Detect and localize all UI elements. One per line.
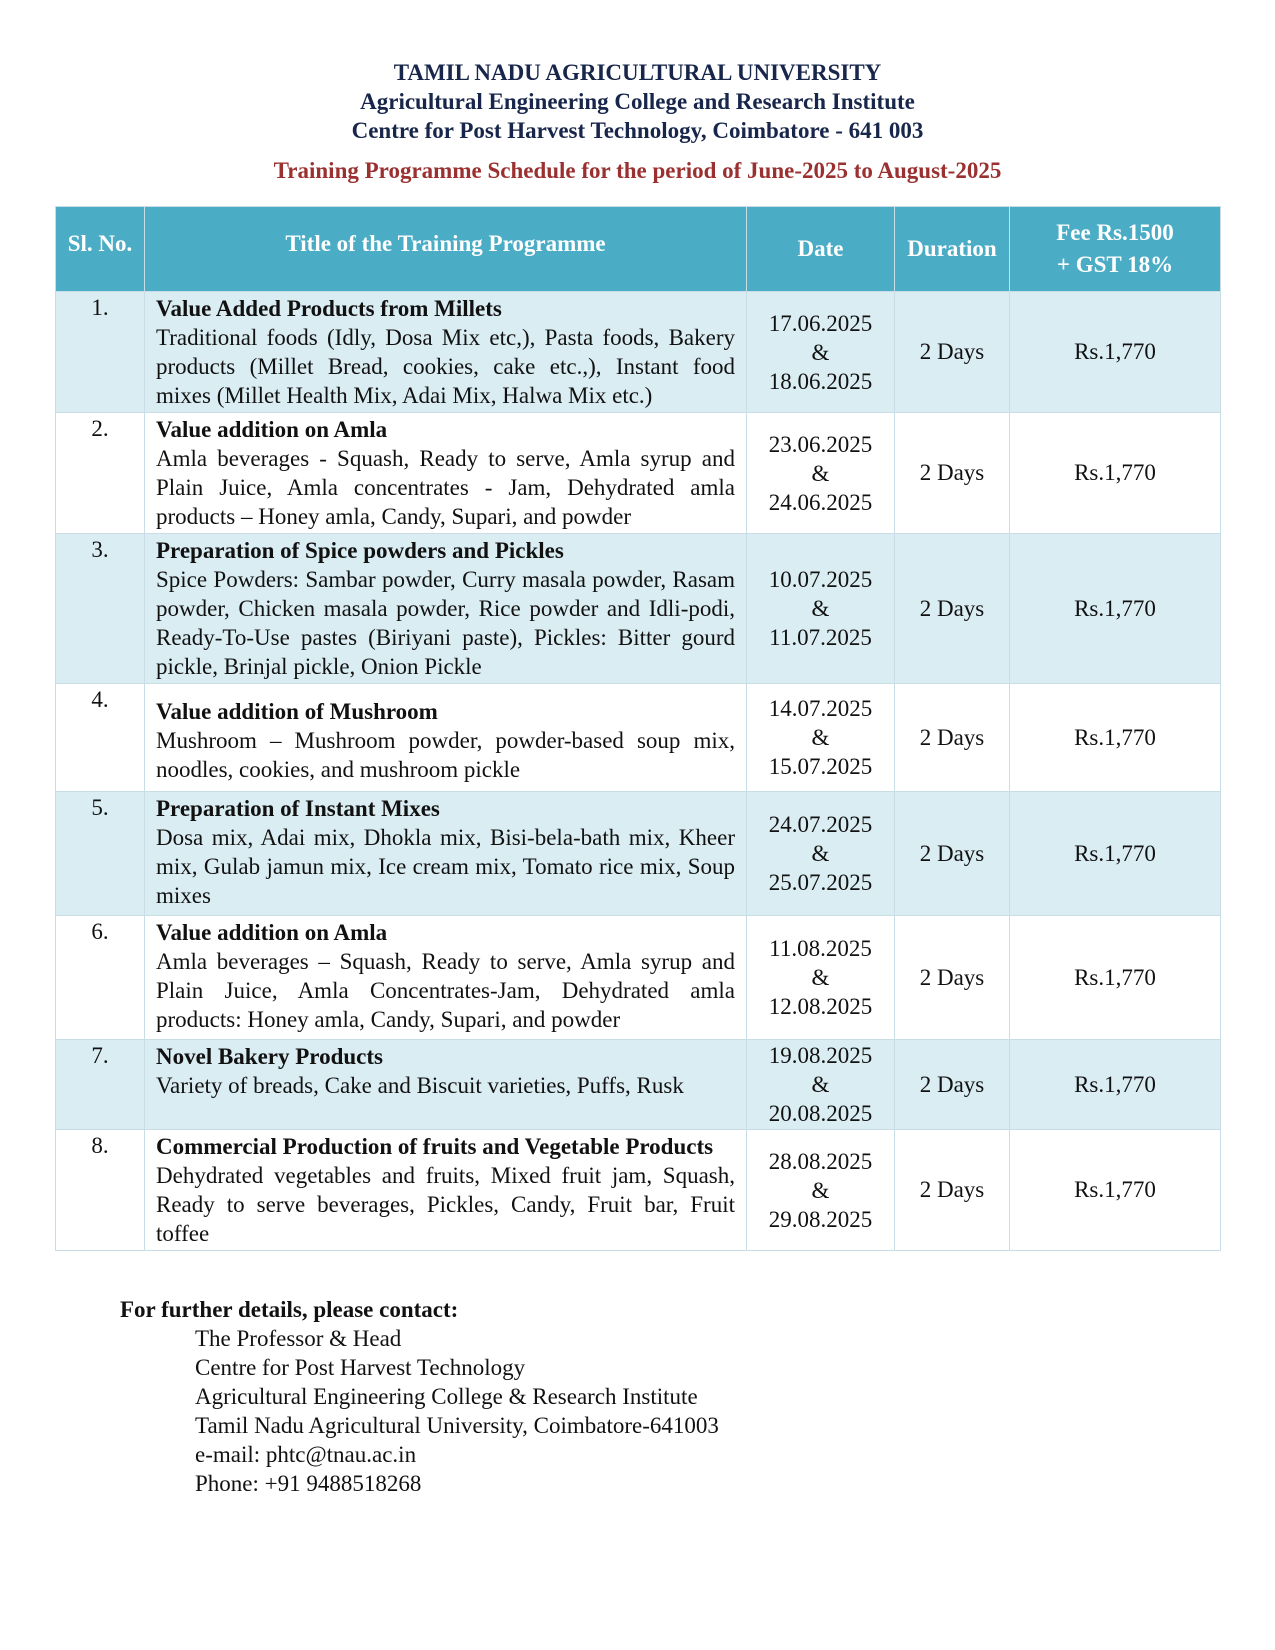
row-duration: 2 Days	[895, 534, 1010, 684]
date-end: 20.08.2025	[768, 1101, 873, 1126]
programme-title: Preparation of Instant Mixes	[156, 796, 440, 821]
date-start: 10.07.2025	[768, 567, 873, 592]
contact-phone: Phone: +91 9488518268	[195, 1471, 422, 1496]
row-programme	[145, 916, 747, 1040]
row-slno: 8.	[56, 1130, 145, 1251]
row-programme	[145, 534, 747, 684]
contact-section	[120, 1295, 719, 1498]
contact-heading: For further details, please contact:	[120, 1297, 459, 1322]
date-start: 11.08.2025	[769, 936, 872, 961]
date-separator: &	[811, 460, 830, 486]
programme-description: Amla beverages - Squash, Ready to serve, Amla syrup and Plain Juice, Amla concentrates - Jam, Dehydrated amla products – Honey amla, Candy, Supari, and powder	[156, 446, 735, 529]
centre-name: Centre for Post Harvest Technology, Coimbatore - 641 003	[351, 118, 924, 143]
date-separator: &	[811, 596, 830, 621]
date-start: 19.08.2025	[768, 1043, 873, 1068]
row-programme	[145, 1130, 747, 1251]
row-date	[747, 292, 895, 413]
header-fee	[1010, 207, 1221, 292]
row-programme	[145, 792, 747, 916]
row-slno: 5.	[56, 792, 145, 916]
date-start: 24.07.2025	[768, 812, 873, 837]
row-date	[747, 916, 895, 1040]
contact-designation: The Professor & Head	[195, 1326, 402, 1351]
row-duration: 2 Days	[895, 292, 1010, 413]
row-slno: 3.	[56, 534, 145, 684]
schedule-title: Training Programme Schedule for the period of June-2025 to August-2025	[273, 158, 1002, 183]
programme-title: Preparation of Spice powders and Pickles	[156, 538, 564, 563]
row-fee: Rs.1,770	[1010, 413, 1221, 534]
programme-description: Mushroom – Mushroom powder, powder-based soup mix, noodles, cookies, and mushroom pickle	[156, 728, 735, 782]
header-duration: Duration	[895, 207, 1010, 292]
training-schedule-table	[55, 206, 1221, 1251]
row-date	[747, 792, 895, 916]
row-programme	[145, 1040, 747, 1130]
programme-title: Value addition on Amla	[156, 920, 388, 945]
programme-description: Dehydrated vegetables and fruits, Mixed fruit jam, Squash, Ready to serve beverages, Pickles, Candy, Fruit bar, Fruit toffee	[156, 1163, 735, 1246]
header-title: Title of the Training Programme	[145, 207, 747, 292]
date-end: 11.07.2025	[769, 625, 872, 650]
row-fee: Rs.1,770	[1010, 292, 1221, 413]
programme-description: Traditional foods (Idly, Dosa Mix etc,), Pasta foods, Bakery products (Millet Bread, cookies, cake etc.,), Instant food mixes (Millet Health Mix, Adai Mix, Halwa Mix etc.)	[156, 325, 735, 408]
row-fee: Rs.1,770	[1010, 1130, 1221, 1251]
header-date: Date	[747, 207, 895, 292]
date-end: 15.07.2025	[768, 754, 873, 779]
row-fee: Rs.1,770	[1010, 684, 1221, 792]
programme-title: Value Added Products from Millets	[156, 296, 502, 321]
date-start: 23.06.2025	[768, 431, 873, 457]
programme-description: Spice Powders: Sambar powder, Curry masala powder, Rasam powder, Chicken masala powder, Rice powder and Idli-podi, Ready-To-Use pastes (Biriyani paste), Pickles: Bitter gourd pickle, Brinjal pickle, Onion Pickle	[156, 567, 735, 679]
programme-title: Commercial Production of fruits and Vegetable Products	[156, 1134, 714, 1159]
row-date	[747, 1040, 895, 1130]
programme-title: Value addition of Mushroom	[156, 699, 438, 724]
date-start: 28.08.2025	[768, 1148, 873, 1174]
programme-title: Novel Bakery Products	[156, 1044, 384, 1069]
date-separator: &	[811, 1072, 830, 1097]
row-date	[747, 1130, 895, 1251]
date-end: 29.08.2025	[768, 1206, 873, 1232]
date-end: 25.07.2025	[768, 870, 873, 895]
row-slno: 4.	[56, 684, 145, 792]
table-row	[56, 292, 1221, 413]
table-row	[56, 684, 1221, 792]
contact-email: e-mail: phtc@tnau.ac.in	[195, 1442, 417, 1467]
date-end: 18.06.2025	[768, 368, 873, 394]
table-row	[56, 916, 1221, 1040]
row-programme	[145, 413, 747, 534]
row-duration: 2 Days	[895, 684, 1010, 792]
college-name: Agricultural Engineering College and Research Institute	[360, 89, 915, 114]
row-programme	[145, 292, 747, 413]
date-start: 17.06.2025	[768, 310, 873, 336]
row-date	[747, 413, 895, 534]
contact-university: Tamil Nadu Agricultural University, Coimbatore-641003	[195, 1413, 719, 1438]
row-slno: 2.	[56, 413, 145, 534]
row-slno: 6.	[56, 916, 145, 1040]
programme-description: Dosa mix, Adai mix, Dhokla mix, Bisi-bela-bath mix, Kheer mix, Gulab jamun mix, Ice cream mix, Tomato rice mix, Soup mixes	[156, 825, 735, 908]
programme-description: Variety of breads, Cake and Biscuit varieties, Puffs, Rusk	[156, 1073, 684, 1098]
date-separator: &	[811, 725, 830, 750]
date-separator: &	[811, 1177, 830, 1203]
row-duration: 2 Days	[895, 413, 1010, 534]
university-name: TAMIL NADU AGRICULTURAL UNIVERSITY	[393, 60, 882, 85]
programme-title: Value addition on Amla	[156, 417, 388, 442]
header-fee-line1: Fee Rs.1500	[1056, 220, 1174, 245]
date-start: 14.07.2025	[768, 696, 873, 721]
row-fee: Rs.1,770	[1010, 916, 1221, 1040]
contact-college: Agricultural Engineering College & Research Institute	[195, 1384, 698, 1409]
table-row	[56, 534, 1221, 684]
date-separator: &	[811, 965, 830, 990]
row-duration: 2 Days	[895, 916, 1010, 1040]
table-row	[56, 413, 1221, 534]
row-date	[747, 534, 895, 684]
row-slno: 1.	[56, 292, 145, 413]
contact-address	[120, 1324, 719, 1498]
row-duration: 2 Days	[895, 1040, 1010, 1130]
row-fee: Rs.1,770	[1010, 534, 1221, 684]
table-row	[56, 792, 1221, 916]
row-duration: 2 Days	[895, 792, 1010, 916]
row-fee: Rs.1,770	[1010, 792, 1221, 916]
table-row	[56, 1040, 1221, 1130]
table-row	[56, 1130, 1221, 1251]
contact-centre: Centre for Post Harvest Technology	[195, 1355, 526, 1380]
row-fee: Rs.1,770	[1010, 1040, 1221, 1130]
header-slno: Sl. No.	[56, 207, 145, 292]
row-slno: 7.	[56, 1040, 145, 1130]
date-separator: &	[811, 339, 830, 365]
header-fee-line2: + GST 18%	[1056, 252, 1174, 277]
document-header	[0, 58, 1275, 185]
row-duration: 2 Days	[895, 1130, 1010, 1251]
table-header-row	[56, 207, 1221, 292]
programme-description: Amla beverages – Squash, Ready to serve, Amla syrup and Plain Juice, Amla Concentrates-Jam, Dehydrated amla products: Honey amla, Candy, Supari, and powder	[156, 949, 735, 1032]
date-separator: &	[811, 841, 830, 866]
date-end: 24.06.2025	[768, 489, 873, 515]
row-date	[747, 684, 895, 792]
date-end: 12.08.2025	[768, 994, 873, 1019]
row-programme	[145, 684, 747, 792]
